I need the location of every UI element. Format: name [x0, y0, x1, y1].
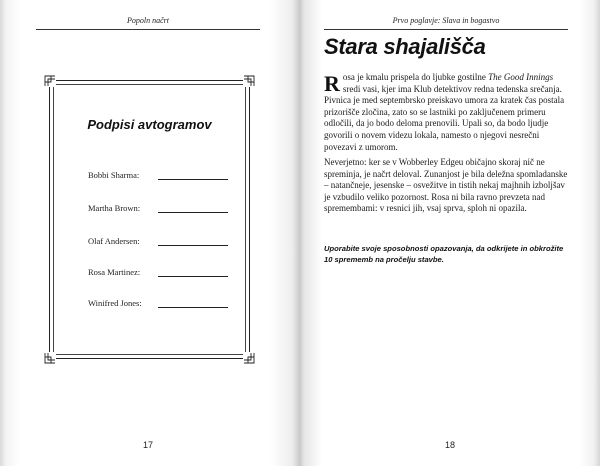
right-header-rule [324, 29, 568, 30]
signature-line [158, 276, 228, 277]
signature-name: Winifred Jones: [88, 298, 142, 308]
signature-row [88, 298, 228, 312]
right-page [300, 0, 600, 466]
body-paragraph: Neverjetno: ker se v Wobberley Edgeu običajno skoraj nič ne spreminja, je načrt deloval. Zunanjost je bila deležna spomladanske – natančneje, jesenske – osvežitve in tistih nekaj majhnih izboljšav je vzbudilo veliko pozornost. Rosa ni bila ravno prevzeta nad spremembami: v resnici jih, vsaj sprva, sploh ni opazila. [324, 157, 568, 214]
right-running-header: Prvo poglavje: Slava in bogastvo [392, 16, 500, 25]
pub-name: The Good Innings [488, 72, 554, 82]
paragraph-text: osa je kmalu prispela do ljubke gostilne [342, 72, 489, 82]
chapter-title: Stara shajališča [324, 34, 486, 59]
frame-corner-ornament-icon [243, 75, 255, 87]
paragraph-text: sredi vasi, kjer ima Klub detektivov redna tedenska srečanja. Pivnica je med septembrsko preiskavo umora za kratek čas postala prizorišče zločina, zato so se lastniki po zaključenem primeru odločili, da jo bodo deloma prenovili. Upali so, da bodo ljudje govorili o novem videzu lokala, namesto o njegovi nesrečni povezavi z umorom. [324, 83, 565, 152]
signature-line [158, 179, 228, 180]
right-page-number: 18 [444, 440, 455, 450]
left-running-header: Popoln načrt [127, 16, 169, 25]
signature-name: Bobbi Sharma: [88, 170, 140, 180]
signature-frame [49, 80, 250, 359]
signature-row [88, 267, 228, 281]
signature-name: Olaf Andersen: [88, 236, 140, 246]
signature-name: Rosa Martinez: [88, 267, 141, 277]
signature-row [88, 170, 228, 184]
signature-row [88, 203, 228, 217]
signature-line [158, 245, 228, 246]
drop-cap: R [324, 71, 340, 96]
left-header-rule [36, 29, 260, 30]
signature-name: Martha Brown: [88, 203, 141, 213]
frame-corner-ornament-icon [44, 352, 56, 364]
body-paragraph [324, 72, 570, 153]
signature-row [88, 236, 228, 250]
signature-line [158, 212, 228, 213]
signature-line [158, 307, 228, 308]
frame-corner-ornament-icon [243, 352, 255, 364]
left-page-number: 17 [142, 440, 153, 450]
puzzle-instructions: Uporabite svoje sposobnosti opazovanja, da odkrijete in obkrožite 10 sprememb na pročelju stavbe. [324, 244, 564, 264]
signature-box-title: Podpisi avtogramov [87, 117, 212, 132]
frame-corner-ornament-icon [44, 75, 56, 87]
